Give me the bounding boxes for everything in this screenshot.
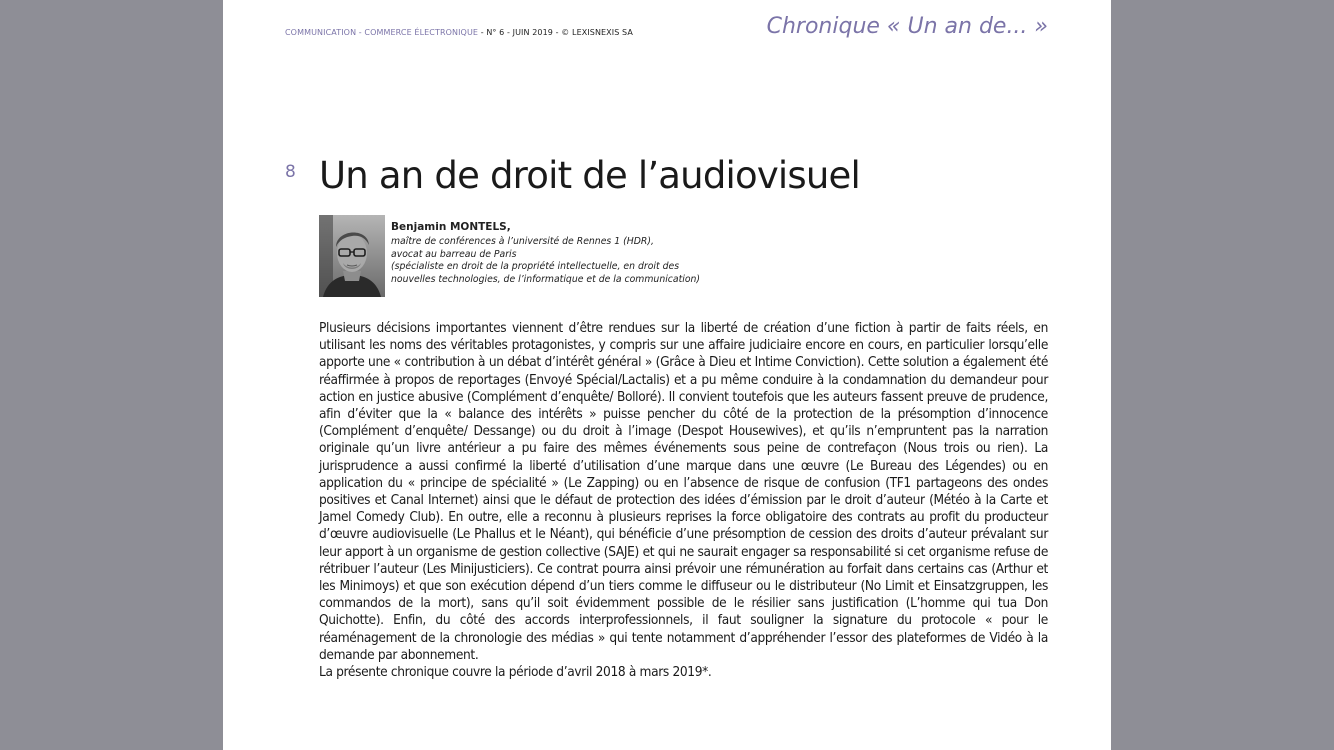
section-title: Chronique « Un an de... »: [766, 14, 1048, 39]
body-paragraph: Plusieurs décisions importantes viennent d’être rendues sur la liberté de création d’une fiction à partir de faits réels, en utilisant les noms des véritables protagonistes, y compris sur une affaire judiciaire encore en cours, en particulier lorsqu’elle apporte une « contribution à un débat d’intérêt général » (Grâce à Dieu et Intime Conviction). Cette solution a également été réaffirmée à propos de reportages (Envoyé Spécial/Lactalis) et a pu même conduire à la condamnation du demandeur pour action en justice abusive (Complément d’enquête/ Bolloré). Il convient toutefois que les auteurs fassent preuve de prudence, afin d’éviter que la « balance des intérêts » puisse pencher du côté de la protection de la présomption d’innocence (Complément d’enquête/ Dessange) ou du droit à l’image (Despot Housewives), et qu’ils n’empruntent pas la narration originale qu’un livre antérieur a pu faire des mêmes événements sous peine de contrefaçon (Nous trois ou rien). La jurisprudence a aussi confirmé la liberté d’utilisation d’une marque dans une œuvre (Le Bureau des Légendes) ou en application du « principe de spécialité » (Le Zapping) ou en l’absence de risque de confusion (TF1 partageons des ondes positives et Canal Internet) ainsi que le défaut de protection des idées d’émission par le droit d’auteur (Météo à la Carte et Jamel Comedy Club). En outre, elle a reconnu à plusieurs reprises la force obligatoire des contrats au profit du producteur d’œuvre audiovisuelle (Le Phallus et le Néant), qui bénéficie d’une présomption de cession des droits d’auteur prévalant sur leur apport à un organisme de gestion collective (SAJE) et qui ne saurait engager sa responsabilité si cet organisme refuse de rétribuer l’auteur (Les Minijusticiers). Ce contrat pourra ainsi prévoir une rémunération au forfait dans certains cas (Arthur et les Minimoys) et que son exécution dépend d’un tiers comme le diffuseur ou le distributeur (No Limit et Einsatzgruppen, les commandos de la mort), sans qu’il soit évidemment possible de le résilier sans justification (L’homme qui tua Don Quichotte). Enfin, du côté des accords interprofessionnels, il faut souligner la signature du protocole « pour le réaménagement de la chronologie des médias » qui tente notamment d’appréhender l’essor des plateformes de Vidéo à la demande par abonnement.: [319, 320, 1048, 663]
running-head: [285, 28, 633, 37]
author-affiliation-line: avocat au barreau de Paris: [391, 248, 517, 260]
running-head-publication: COMMUNICATION - COMMERCE ÉLECTRONIQUE: [285, 28, 479, 37]
author-portrait: [319, 215, 385, 297]
running-head-issue: - N° 6 - JUIN 2019 - © LEXISNEXIS SA: [480, 28, 633, 37]
author-name: Benjamin MONTELS,: [391, 221, 511, 233]
article-body: [319, 320, 1048, 681]
document-page: [223, 0, 1111, 750]
article-number: 8: [285, 162, 296, 182]
article-title: Un an de droit de l’audiovisuel: [319, 154, 860, 197]
author-affiliation-line: (spécialiste en droit de la propriété intellectuelle, en droit des: [391, 261, 680, 273]
author-photo-icon: [319, 215, 385, 297]
author-affiliation-line: nouvelles technologies, de l’informatique et de la communication): [391, 274, 701, 286]
author-block: [391, 221, 771, 287]
body-paragraph-coverage: La présente chronique couvre la période d’avril 2018 à mars 2019*.: [319, 664, 712, 681]
author-affiliation-line: maître de conférences à l’université de Rennes 1 (HDR),: [391, 235, 654, 247]
